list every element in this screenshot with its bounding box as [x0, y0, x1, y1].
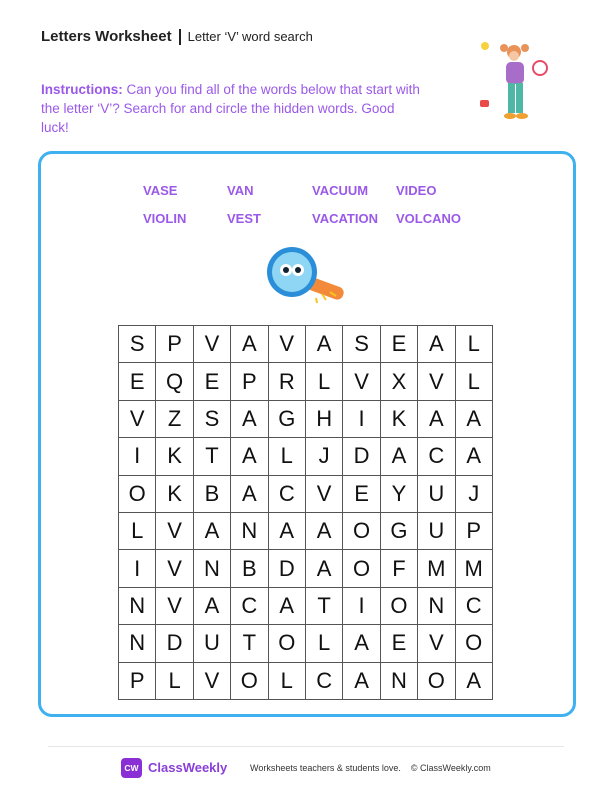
grid-cell[interactable]: Z — [156, 401, 193, 438]
grid-cell[interactable]: O — [231, 663, 268, 700]
grid-cell[interactable]: E — [119, 363, 156, 400]
worksheet-subtitle: Letter ‘V’ word search — [187, 29, 313, 44]
grid-cell[interactable]: S — [194, 401, 231, 438]
grid-cell[interactable]: O — [343, 550, 380, 587]
grid-cell[interactable]: T — [231, 625, 268, 662]
grid-cell[interactable]: O — [418, 663, 455, 700]
grid-cell[interactable]: A — [418, 401, 455, 438]
grid-cell[interactable]: V — [156, 550, 193, 587]
word-item: VIDEO — [396, 183, 437, 198]
grid-cell[interactable]: I — [343, 588, 380, 625]
grid-cell[interactable]: G — [269, 401, 306, 438]
footer-divider — [48, 746, 564, 747]
grid-cell[interactable]: E — [343, 476, 380, 513]
grid-cell[interactable]: B — [194, 476, 231, 513]
grid-cell[interactable]: V — [269, 326, 306, 363]
grid-cell[interactable]: O — [381, 588, 418, 625]
grid-cell[interactable]: A — [306, 513, 343, 550]
instructions — [41, 80, 421, 137]
grid-cell[interactable]: M — [418, 550, 455, 587]
grid-cell[interactable]: N — [418, 588, 455, 625]
grid-cell[interactable]: D — [269, 550, 306, 587]
grid-cell[interactable]: E — [194, 363, 231, 400]
worksheet-header — [41, 28, 313, 45]
grid-cell[interactable]: T — [306, 588, 343, 625]
grid-cell[interactable]: F — [381, 550, 418, 587]
grid-cell[interactable]: A — [231, 476, 268, 513]
grid-cell[interactable]: J — [456, 476, 493, 513]
grid-cell[interactable]: O — [269, 625, 306, 662]
grid-cell[interactable]: V — [418, 363, 455, 400]
grid-cell[interactable]: P — [231, 363, 268, 400]
instructions-label: Instructions: — [41, 82, 123, 97]
word-item: VACUUM — [312, 183, 369, 198]
grid-cell[interactable]: A — [456, 438, 493, 475]
grid-cell[interactable]: K — [156, 476, 193, 513]
grid-cell[interactable]: A — [194, 513, 231, 550]
word-item: VASE — [143, 183, 178, 198]
grid-cell[interactable]: A — [269, 513, 306, 550]
grid-cell[interactable]: A — [381, 438, 418, 475]
grid-cell[interactable]: A — [231, 438, 268, 475]
grid-cell[interactable]: L — [156, 663, 193, 700]
grid-cell[interactable]: U — [194, 625, 231, 662]
grid-cell[interactable]: A — [456, 401, 493, 438]
grid-cell[interactable]: V — [156, 588, 193, 625]
grid-cell[interactable]: D — [156, 625, 193, 662]
grid-cell[interactable]: N — [119, 588, 156, 625]
grid-cell[interactable]: J — [306, 438, 343, 475]
grid-cell[interactable]: G — [381, 513, 418, 550]
grid-cell[interactable]: Y — [381, 476, 418, 513]
grid-cell[interactable]: A — [231, 326, 268, 363]
grid-cell[interactable]: C — [418, 438, 455, 475]
grid-cell[interactable]: V — [194, 663, 231, 700]
grid-cell[interactable]: L — [456, 363, 493, 400]
instructions-text: Can you find all of the words below that start with the letter ‘V’? Search for and circle the hidden words. Good luck! — [41, 82, 420, 135]
magnifying-glass-icon — [264, 244, 354, 304]
grid-cell[interactable]: L — [306, 625, 343, 662]
divider — [179, 29, 181, 45]
word-item: VEST — [227, 211, 261, 226]
grid-cell[interactable]: I — [119, 550, 156, 587]
grid-cell[interactable]: N — [119, 625, 156, 662]
classweekly-logo-icon: CW — [121, 758, 142, 778]
grid-cell[interactable]: P — [156, 326, 193, 363]
grid-cell[interactable]: A — [306, 326, 343, 363]
word-item: VIOLIN — [143, 211, 187, 226]
grid-cell[interactable]: D — [343, 438, 380, 475]
grid-cell[interactable]: O — [119, 476, 156, 513]
grid-cell[interactable]: O — [343, 513, 380, 550]
grid-cell[interactable]: Q — [156, 363, 193, 400]
girl-with-magnifier-illustration — [470, 38, 560, 124]
brand-name: ClassWeekly — [148, 760, 228, 775]
grid-cell[interactable]: L — [119, 513, 156, 550]
grid-cell[interactable]: A — [456, 663, 493, 700]
grid-cell[interactable]: V — [306, 476, 343, 513]
grid-cell[interactable]: T — [194, 438, 231, 475]
grid-cell[interactable]: V — [156, 513, 193, 550]
grid-cell[interactable]: M — [456, 550, 493, 587]
letter-grid — [118, 325, 493, 700]
grid-cell[interactable]: P — [119, 663, 156, 700]
grid-cell[interactable]: K — [156, 438, 193, 475]
word-item: VACATION — [312, 211, 378, 226]
grid-cell[interactable]: A — [306, 550, 343, 587]
footer-tagline: Worksheets teachers & students love. © ClassWeekly.com — [250, 763, 491, 773]
grid-cell[interactable]: I — [343, 401, 380, 438]
grid-cell[interactable]: A — [194, 588, 231, 625]
grid-cell[interactable]: A — [343, 663, 380, 700]
grid-cell[interactable]: K — [381, 401, 418, 438]
grid-cell[interactable]: C — [456, 588, 493, 625]
grid-cell[interactable]: A — [269, 588, 306, 625]
grid-cell[interactable]: L — [269, 438, 306, 475]
grid-cell[interactable]: C — [306, 663, 343, 700]
grid-cell[interactable]: N — [194, 550, 231, 587]
grid-cell[interactable]: H — [306, 401, 343, 438]
grid-cell[interactable]: A — [418, 326, 455, 363]
grid-cell[interactable]: V — [418, 625, 455, 662]
grid-cell[interactable]: R — [269, 363, 306, 400]
grid-cell[interactable]: A — [343, 625, 380, 662]
grid-cell[interactable]: S — [119, 326, 156, 363]
grid-cell[interactable]: S — [343, 326, 380, 363]
grid-cell[interactable]: V — [343, 363, 380, 400]
grid-cell[interactable]: E — [381, 625, 418, 662]
grid-cell[interactable]: A — [231, 401, 268, 438]
grid-cell[interactable]: O — [456, 625, 493, 662]
grid-cell[interactable]: I — [119, 438, 156, 475]
grid-cell[interactable]: B — [231, 550, 268, 587]
grid-cell[interactable]: N — [381, 663, 418, 700]
grid-cell[interactable]: L — [306, 363, 343, 400]
grid-cell[interactable]: V — [194, 326, 231, 363]
grid-cell[interactable]: C — [231, 588, 268, 625]
grid-cell[interactable]: C — [269, 476, 306, 513]
word-item: VOLCANO — [396, 211, 461, 226]
grid-cell[interactable]: V — [119, 401, 156, 438]
grid-cell[interactable]: L — [269, 663, 306, 700]
grid-cell[interactable]: U — [418, 476, 455, 513]
grid-cell[interactable]: U — [418, 513, 455, 550]
grid-cell[interactable]: E — [381, 326, 418, 363]
grid-cell[interactable]: N — [231, 513, 268, 550]
grid-cell[interactable]: L — [456, 326, 493, 363]
grid-cell[interactable]: P — [456, 513, 493, 550]
worksheet-title: Letters Worksheet — [41, 28, 172, 45]
grid-cell[interactable]: X — [381, 363, 418, 400]
word-item: VAN — [227, 183, 254, 198]
